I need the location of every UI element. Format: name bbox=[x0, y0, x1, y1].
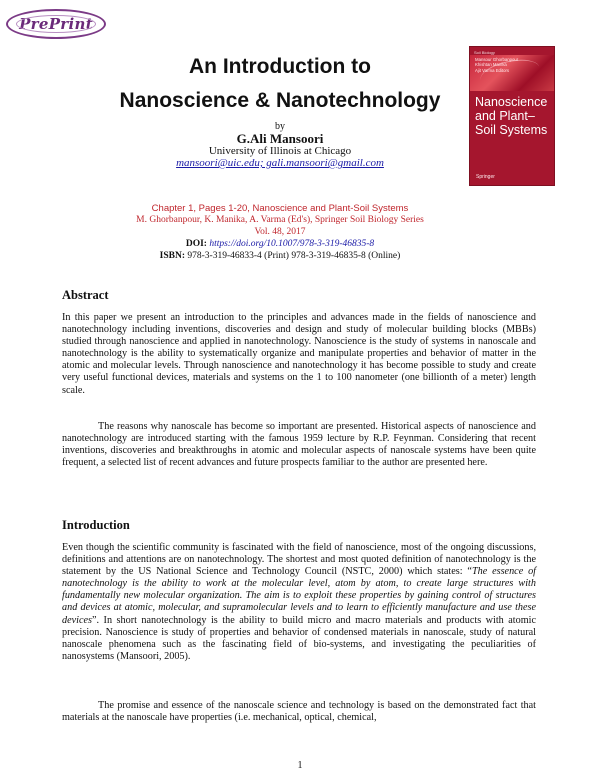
book-cover-publisher: Springer bbox=[476, 174, 495, 180]
preprint-badge bbox=[6, 9, 106, 39]
introduction-paragraph-1: Even though the scientific community is fascinated with the field of nanoscience, most of the ongoing discussions, definitions and attentions are on nanotechnology. The shortest and most quoted definition of nanotechnology is the statement by the US National Science and Technology Council (NSTC, 2000) which states: “The essence of nanotechnology is the ability to work at the molecular level, atom by atom, to create large structures with fundamentally new molecular organization. The aim is to exploit these properties by gaining control of structures and devices at atomic, molecular, and supramolecular levels and to learn to efficiently manufacture and use these devices”. In short nanotechnology is the ability to build micro and macro materials and products with atomic precision. Nanoscience is study of properties and behavior of condensed materials in nanoscale, study of natural nanoscale phenomena such as the fascinating field of bio-systems, and investigating the peculiarities of nanosystems (Mansoori, 2005). bbox=[62, 542, 536, 662]
paper-title-line-1: An Introduction to bbox=[189, 55, 371, 78]
isbn-line bbox=[60, 251, 500, 261]
doi-link[interactable]: https://doi.org/10.1007/978-3-319-46835-8 bbox=[209, 239, 375, 249]
book-cover-title: Nanoscience and Plant– Soil Systems bbox=[475, 95, 548, 137]
chapter-citation: Chapter 1, Pages 1-20, Nanoscience and Plant-Soil Systems bbox=[151, 203, 409, 214]
editors-citation: M. Ghorbanpour, K. Manika, A. Varma (Ed's), Springer Soil Biology Series bbox=[136, 215, 424, 225]
isbn-value: 978-3-319-46833-4 (Print) 978-3-319-46835-8 (Online) bbox=[187, 251, 401, 261]
preprint-badge-label: PrePrint bbox=[19, 15, 93, 33]
introduction-paragraph-2: The promise and essence of the nanoscale science and technology is based on the demonstrated fact that materials at the nanoscale have properties (i.e. mechanical, optical, chemical, bbox=[62, 700, 536, 724]
abstract-paragraph-1: In this paper we present an introduction to the principles and advances made in the fields of nanoscience and nanotechnology including inventions, discoveries and design and study of molecular building blocks (MBBs) studied through nanoscience and applied in nanotechnology. Nanoscience is the study of systems in nanoscale and nanotechnology is the ability to systematically organize and manipulate properties and behavior of matter in the atomic and molecular levels. Through nanoscience and nanotechnology it has become possible to study and create very useful functional devices, materials and systems on the 1 to 100 nanometer (one billionth of a meter) length scale. bbox=[62, 312, 536, 396]
doi-label: DOI: bbox=[185, 239, 207, 249]
author-name: G.Ali Mansoori bbox=[236, 131, 324, 146]
doi-line bbox=[60, 239, 500, 249]
book-cover-editors: Mansour Ghorbanpour Khishtan Manika Ajit Varma Editors bbox=[475, 57, 519, 73]
abstract-heading: Abstract bbox=[62, 288, 109, 302]
page-number: 1 bbox=[297, 760, 303, 771]
book-cover-series: Soil Biology bbox=[474, 50, 495, 55]
nstc-quote: The essence of nanotechnology is the ability to work at the molecular level, atom by atom, to create large structures with fundamentally new molecular organization. The aim is to exploit these properties by gaining control of structures and devices at atomic, molecular, and supramolecular levels and to learn to efficiently manufacture and use these devices bbox=[62, 566, 536, 626]
introduction-heading: Introduction bbox=[62, 518, 130, 532]
abstract-paragraph-2: The reasons why nanoscale has become so important are presented. Historical aspects of nanoscience and nanotechnology are introduced starting with the famous 1959 lecture by R.P. Feynman. Considering that recent inventions, discoveries and breakthroughs in atomic and molecular aspects of nanoscale systems have been quite frequent, a selected list of recent advances and future prospects familiar to the author are presented here. bbox=[62, 421, 536, 469]
book-cover-image bbox=[469, 46, 555, 186]
isbn-label: ISBN: bbox=[159, 251, 186, 261]
volume-citation: Vol. 48, 2017 bbox=[254, 227, 306, 237]
author-emails[interactable]: mansoori@uic.edu; gali.mansoori@gmail.com bbox=[176, 157, 384, 169]
paper-title-line-2: Nanoscience & Nanotechnology bbox=[119, 89, 441, 112]
by-label: by bbox=[275, 121, 285, 132]
author-affiliation: University of Illinois at Chicago bbox=[208, 145, 352, 157]
